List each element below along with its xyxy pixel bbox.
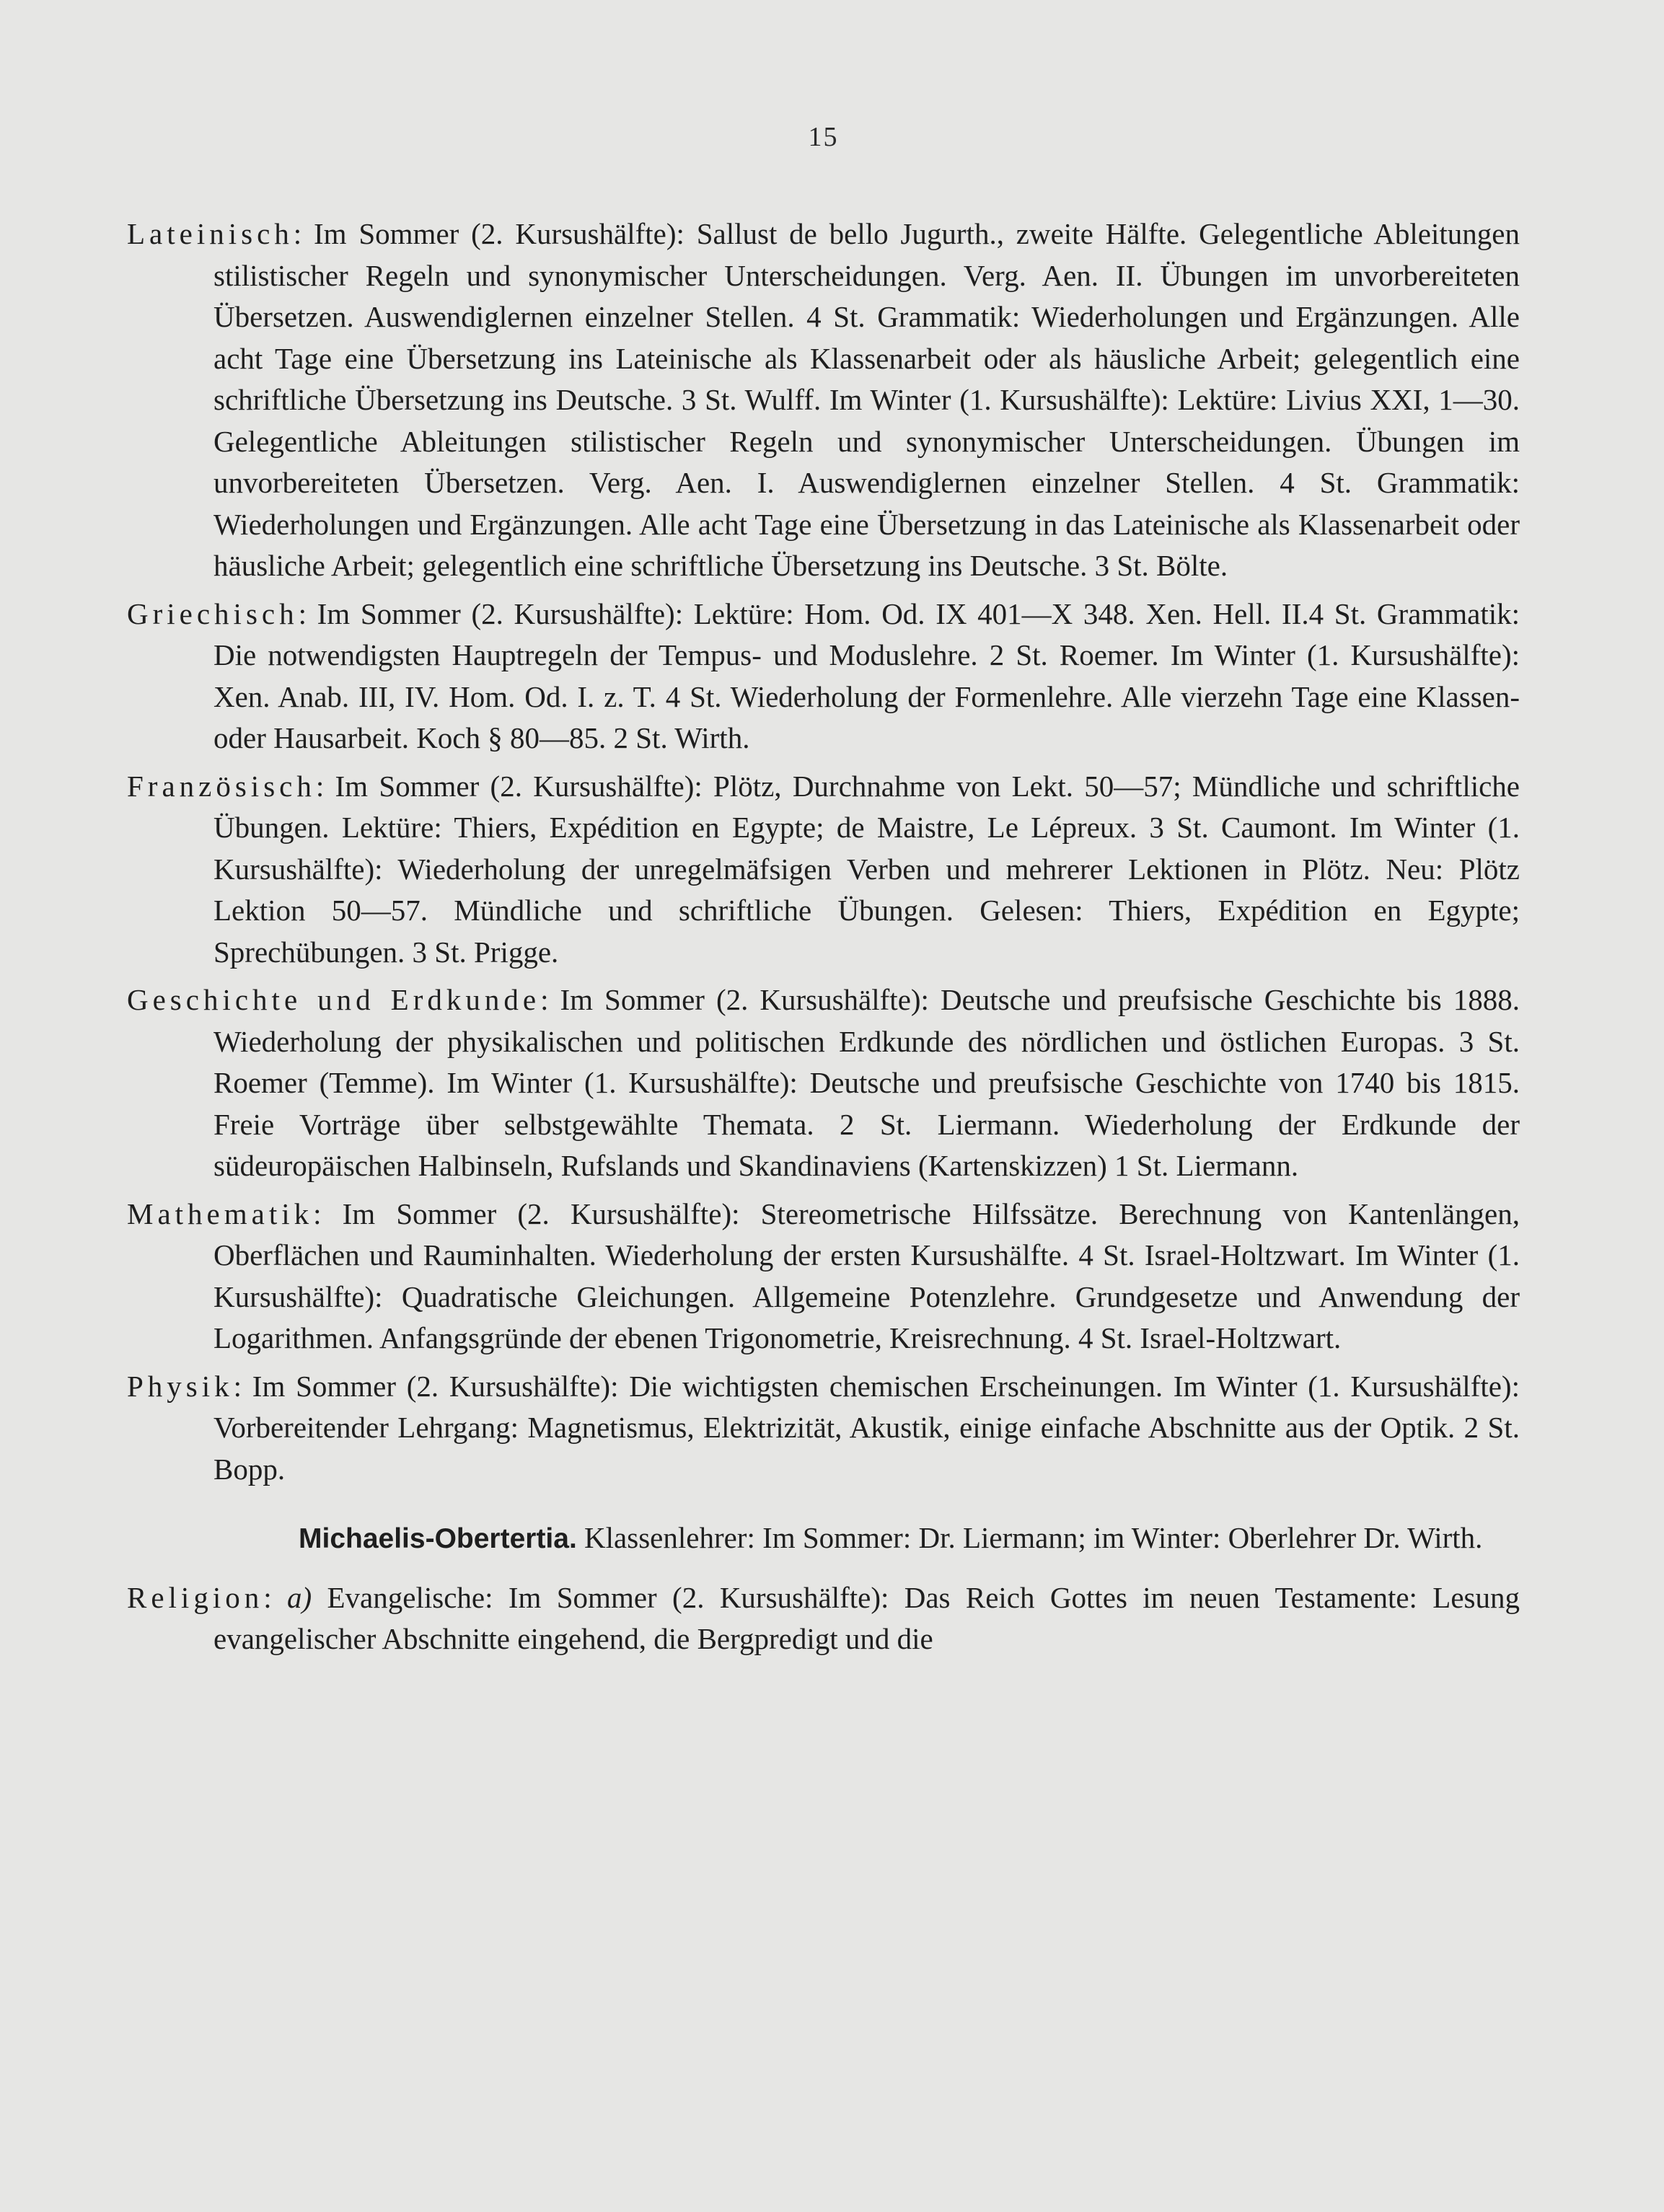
subject-heading: Religion	[127, 1580, 264, 1614]
section-religion	[127, 1577, 1520, 1660]
section-lateinisch	[127, 213, 1520, 587]
section-griechisch	[127, 594, 1520, 759]
section-text: Im Sommer (2. Kursushälfte): Sallust de bello Jugurth., zweite Hälfte. Gelegentliche Ableitungen stilistischer Regeln und synonymischer Unterscheidungen. Verg. Aen. II. Übungen im unvorbereiteten Übersetzen. Auswendiglernen einzelner Stellen. 4 St. Grammatik: Wiederholungen und Ergänzungen. Alle acht Tage eine Übersetzung ins Lateinische als Klassenarbeit oder als häusliche Arbeit; gelegentlich eine schriftliche Übersetzung ins Deutsche. 3 St. Wulff. Im Winter (1. Kursushälfte): Lektüre: Livius XXI, 1—30. Gelegentliche Ableitungen stilistischer Regeln und synonymischer Unterscheidungen. Übungen im unvorbereiteten Übersetzen. Verg. Aen. I. Auswendiglernen einzelner Stellen. 4 St. Grammatik: Wiederholungen und Ergänzungen. Alle acht Tage eine Übersetzung in das Lateinische als Klassenarbeit oder häusliche Arbeit; gelegentlich eine schriftliche Übersetzung ins Deutsche. 3 St. Bölte.	[213, 217, 1520, 582]
section-text: Im Sommer (2. Kursushälfte): Deutsche und preufsische Geschichte bis 1888. Wiederholung der physikalischen und politischen Erdkunde des nördlichen und östlichen Europas. 3 St. Roemer (Temme). Im Winter (1. Kursushälfte): Deutsche und preufsische Geschichte von 1740 bis 1815. Freie Vorträge über selbstgewählte Themata. 2 St. Liermann. Wiederholung der Erdkunde der südeuropäischen Halbinseln, Rufslands und Skandinaviens (Kartenskizzen) 1 St. Liermann.	[213, 983, 1520, 1182]
section-geschichte-erdkunde	[127, 979, 1520, 1187]
section-text: Im Sommer (2. Kursushälfte): Stereometrische Hilfssätze. Berechnung von Kantenlängen, Oberflächen und Rauminhalten. Wiederholung der ersten Kursushälfte. 4 St. Israel-Holtzwart. Im Winter (1. Kursushälfte): Quadratische Gleichungen. Allgemeine Potenzlehre. Grundgesetze und Anwendung der Logarithmen. Anfangsgründe der ebenen Trigonometrie, Kreisrechnung. 4 St. Israel-Holtzwart.	[213, 1197, 1520, 1354]
section-franzoesisch	[127, 766, 1520, 974]
section-mathematik	[127, 1194, 1520, 1360]
subject-colon: :	[293, 217, 314, 250]
subject-heading: Mathematik	[127, 1197, 314, 1230]
subject-colon: :	[540, 983, 560, 1016]
section-text: Im Sommer (2. Kursushälfte): Lektüre: Hom. Od. IX 401—X 348. Xen. Hell. II.4 St. Grammatik: Die notwendigsten Hauptregeln der Tempus- und Moduslehre. 2 St. Roemer. Im Winter (1. Kursushälfte): Xen. Anab. III, IV. Hom. Od. I. z. T. 4 St. Wiederholung der Formenlehre. Alle vierzehn Tage eine Klassen- oder Hausarbeit. Koch § 80—85. 2 St. Wirth.	[213, 596, 1520, 754]
subject-colon: :	[315, 769, 335, 803]
subject-colon: :	[233, 1369, 252, 1403]
section-physik	[127, 1366, 1520, 1491]
page-number: 15	[808, 122, 839, 152]
subject-colon: :	[263, 1580, 287, 1614]
subject-heading: Französisch	[127, 769, 316, 803]
list-marker: a)	[286, 1580, 312, 1614]
subject-heading: Griechisch	[127, 596, 299, 630]
subject-heading: Physik	[127, 1369, 234, 1403]
section-text: Im Sommer (2. Kursushälfte): Die wichtigsten chemischen Erscheinungen. Im Winter (1. Kursushälfte): Vorbereitender Lehrgang: Magnetismus, Elektrizität, Akustik, einige einfache Abschnitte aus der Optik. 2 St. Bopp.	[213, 1369, 1520, 1486]
subject-heading: Lateinisch	[127, 217, 294, 250]
class-header	[127, 1517, 1520, 1560]
section-text: Evangelische: Im Sommer (2. Kursushälfte): Das Reich Gottes im neuen Testamente: Lesung evangelischer Abschnitte eingehend, die Bergpredigt und die	[213, 1580, 1520, 1655]
class-title: Michaelis-Obertertia.	[299, 1523, 577, 1554]
subject-colon: :	[313, 1197, 343, 1230]
section-text: Im Sommer (2. Kursushälfte): Plötz, Durchnahme von Lekt. 50—57; Mündliche und schriftliche Übungen. Lektüre: Thiers, Expédition en Egypte; de Maistre, Le Lépreux. 3 St. Caumont. Im Winter (1. Kursushälfte): Wiederholung der unregelmäfsigen Verben und mehrerer Lektionen in Plötz. Neu: Plötz Lektion 50—57. Mündliche und schriftliche Übungen. Gelesen: Thiers, Expédition en Egypte; Sprechübungen. 3 St. Prigge.	[213, 769, 1520, 969]
subject-heading: Geschichte und Erdkunde	[127, 983, 541, 1016]
subject-colon: :	[298, 596, 317, 630]
class-teacher-text: Klassenlehrer: Im Sommer: Dr. Liermann; im Winter: Oberlehrer Dr. Wirth.	[584, 1521, 1483, 1554]
